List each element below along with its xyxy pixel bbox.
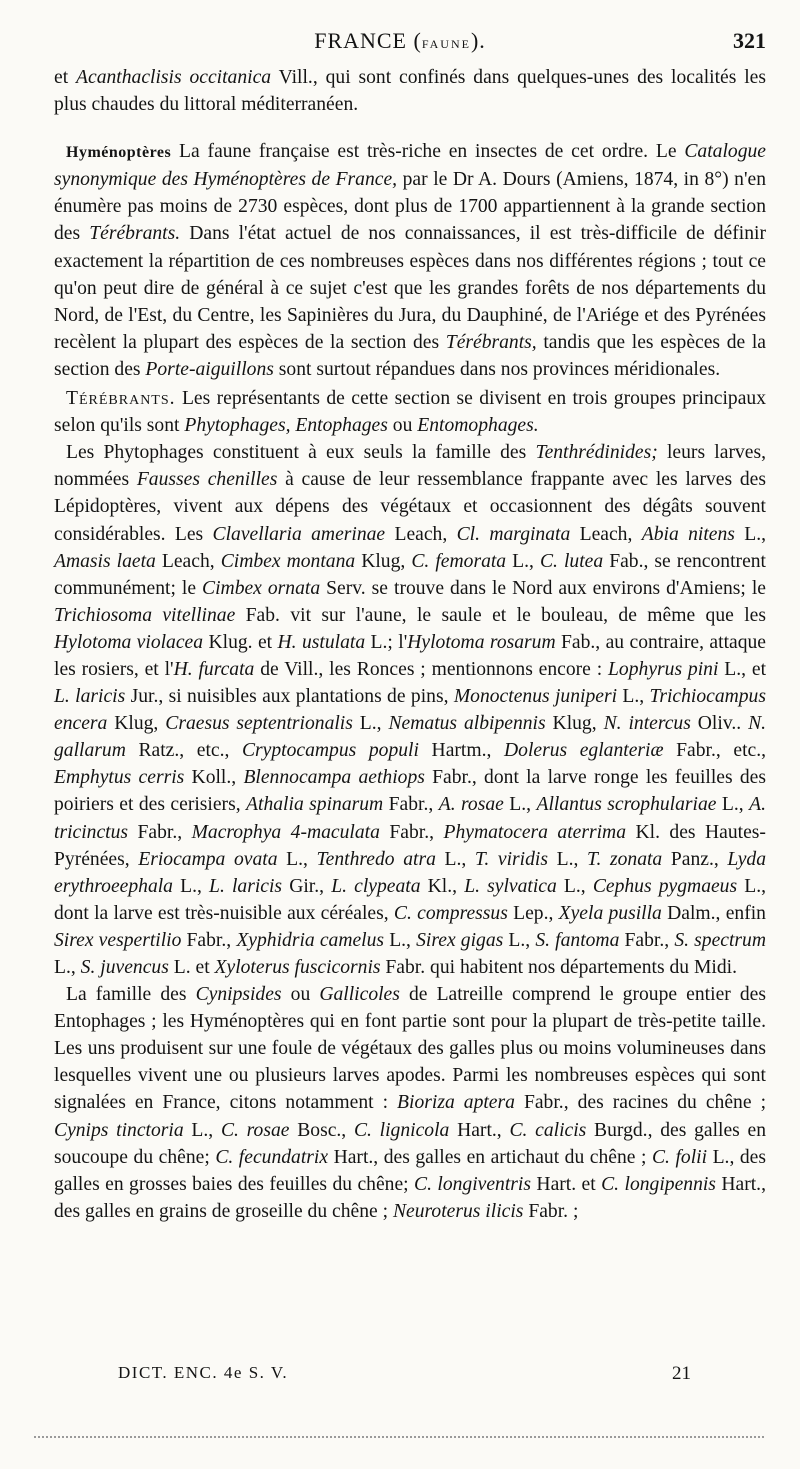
italic-run: Sirex vespertilio: [54, 929, 182, 951]
italic-run: N. intercus: [603, 713, 691, 735]
italic-run: Acanthaclisis occitanica: [76, 67, 272, 88]
text-run: L.; l': [365, 631, 408, 653]
signature-number: 21: [672, 1363, 691, 1384]
text-run: Kl.,: [420, 875, 465, 897]
italic-run: Térébrants.: [89, 223, 181, 245]
italic-run: Cynipsides: [195, 984, 282, 1006]
italic-run: L. clypeata: [331, 875, 421, 897]
text-run: Klug. et: [203, 631, 278, 653]
text-run: L.,: [277, 848, 317, 870]
text-run: L.,: [503, 794, 537, 816]
italic-run: Nematus albipennis: [388, 713, 546, 735]
body-text: [54, 64, 766, 1225]
italic-run: S. spectrum: [674, 929, 767, 951]
italic-run: L. laricis: [54, 686, 126, 708]
text-run: L.,: [54, 957, 81, 978]
italic-run: Cryptocampus populi: [241, 740, 419, 762]
text-run: Fabr.,: [128, 821, 192, 843]
italic-run: Xyela pusilla: [558, 902, 662, 924]
italic-run: Blennocampa aethiops: [243, 767, 425, 789]
italic-run: Cynips tinctoria: [54, 1119, 184, 1141]
paragraph-phytophages: [54, 439, 766, 981]
text-run: La faune française est très-riche en insectes de cet ordre. Le: [171, 141, 685, 163]
text-run: L.,: [547, 848, 587, 870]
text-run: par le Dr A. Dours (Amiens, 1874, in 8°) n'en énumère pas moins de 2730 espèces, dont plus de 1700 appartiennent à la grande section des: [54, 169, 766, 245]
italic-run: C. longipennis: [601, 1173, 716, 1195]
paragraph-hymenopteres: [54, 138, 766, 383]
italic-run: Xyloterus fuscicornis: [214, 957, 381, 978]
text-run: Hart., des galles en grains de groseille du chêne ;: [54, 1173, 766, 1222]
italic-run: S. fantoma: [535, 929, 620, 951]
text-run: Lep.,: [507, 902, 559, 924]
italic-run: C. lignicola: [353, 1119, 450, 1141]
text-run: Fabr., etc.,: [663, 740, 767, 762]
italic-run: Tenthrédinides;: [535, 442, 658, 464]
italic-run: C. rosae: [220, 1119, 290, 1141]
text-run: Koll.,: [184, 767, 244, 789]
text-run: Burgd., des galles en soucoupe du chêne;: [54, 1119, 767, 1168]
text-run: Leach,: [385, 523, 457, 545]
text-run: Hartm.,: [418, 740, 504, 762]
text-run: Fabr.,: [379, 821, 444, 843]
italic-run: Tenthredo atra: [316, 848, 436, 870]
italic-run: Emphytus cerris: [54, 767, 185, 789]
paragraph-continuation: [54, 64, 766, 118]
running-title-end: ).: [470, 28, 486, 53]
italic-run: H. ustulata: [277, 631, 366, 653]
italic-run: C. calicis: [509, 1119, 587, 1141]
text-run: L.,: [556, 875, 593, 897]
text-run: tandis que les espèces de la section des: [54, 331, 766, 380]
italic-run: Lophyrus pini: [608, 658, 719, 680]
italic-run: Allantus scrophulariae: [536, 794, 717, 816]
italic-run: Neuroterus ilicis: [392, 1200, 524, 1222]
text-run: L.,: [617, 686, 650, 708]
page-number: 321: [733, 28, 766, 53]
italic-run: C. longiventris: [414, 1173, 531, 1195]
text-run: Klug,: [545, 713, 604, 735]
text-run: L.,: [384, 929, 417, 951]
italic-run: L. sylvatica: [464, 875, 557, 897]
text-run: Fab., au contraire, attaque les rosiers, et l': [54, 631, 767, 680]
italic-run: Gallicoles: [319, 984, 400, 1006]
text-run: Gir.,: [282, 875, 332, 897]
text-run: Fab., se rencontrent communément; le: [54, 550, 767, 599]
text-run: ou: [281, 984, 320, 1006]
italic-run: T. viridis: [474, 848, 548, 870]
text-run: Fab. vit sur l'aune, le saule et le bouleau, de même que les: [235, 604, 766, 626]
italic-run: S. juvencus: [80, 957, 169, 978]
text-run: Serv. se trouve dans le Nord aux environs d'Amiens; le: [320, 577, 766, 599]
text-run: Kl. des Hautes-Pyrénées,: [54, 821, 766, 870]
italic-run: A. rosae: [438, 794, 504, 816]
italic-run: A. tricinctus: [54, 794, 767, 843]
text-run: L., et: [718, 658, 767, 680]
italic-run: Cimbex montana: [220, 550, 356, 572]
printer-signature: DICT. ENC. 4e S. V.: [118, 1363, 289, 1382]
italic-run: Clavellaria amerinae: [212, 523, 386, 545]
italic-run: Abia nitens: [641, 523, 735, 545]
text-run: L., dont la larve est très-nuisible aux céréales,: [54, 875, 767, 924]
italic-run: Cephus pygmaeus: [592, 875, 738, 897]
italic-run: Bioriza aptera: [397, 1092, 515, 1114]
text-run: Dalm., enfin: [661, 902, 766, 924]
text-run: Fabr.,: [181, 929, 237, 951]
lead-word: Hyménoptères: [66, 144, 172, 162]
italic-run: Cimbex ornata: [202, 577, 321, 599]
italic-run: Macrophya 4-maculata: [191, 821, 380, 843]
text-run: Leach,: [570, 523, 642, 545]
italic-run: Xyphidria camelus: [236, 929, 385, 951]
italic-run: T. zonata: [587, 848, 663, 870]
text-run: L.,: [183, 1119, 221, 1141]
text-run: Fabr., dont la larve ronge les feuilles des poiriers et des cerisiers,: [54, 767, 766, 816]
italic-run: C. folii: [651, 1146, 708, 1168]
italic-run: Eriocampa ovata: [138, 848, 278, 870]
text-run: Klug,: [107, 713, 166, 735]
italic-run: Térébrants,: [445, 331, 537, 353]
text-run: L.,: [172, 875, 210, 897]
text-run: Fabr., des racines du chêne ;: [514, 1092, 767, 1114]
italic-run: Hylotoma rosarum: [407, 631, 556, 653]
italic-run: N. gallarum: [54, 713, 767, 762]
text-run: Vill., qui sont confinés dans quelques-unes des localités les plus chaudes du littoral méditerranéen.: [54, 67, 766, 116]
italic-run: Monoctenus juniperi: [453, 686, 618, 708]
text-run: Hart., des galles en artichaut du chêne ;: [328, 1146, 652, 1168]
text-run: Oliv..: [690, 713, 749, 735]
italic-run: Porte-aiguillons: [145, 358, 274, 380]
running-title-smallcaps: faune: [421, 33, 471, 52]
italic-run: Trichiocampus encera: [54, 686, 766, 735]
text-run: Bosc.,: [289, 1119, 354, 1141]
text-run: Hart. et: [531, 1173, 602, 1195]
italic-run: H. furcata: [173, 658, 255, 680]
text-run: Ratz., etc.,: [125, 740, 242, 762]
text-run: Fabr. qui habitent nos départements du Midi.: [380, 957, 737, 978]
italic-run: Amasis laeta: [54, 550, 156, 572]
text-run: L.,: [352, 713, 389, 735]
italic-run: Trichiosoma vitellinae: [54, 604, 236, 626]
italic-run: Catalogue synonymique des Hyménoptères de France,: [54, 141, 766, 191]
italic-run: L. laricis: [209, 875, 283, 897]
text-run: Les représentants de cette section se divisent en trois groupes principaux selon qu'ils sont: [54, 388, 766, 437]
text-run: Hart.,: [449, 1119, 510, 1141]
italic-run: Cl. marginata: [456, 523, 571, 545]
italic-run: Fausses chenilles: [136, 469, 278, 491]
text-run: Panz.,: [662, 848, 728, 870]
italic-run: Entomophages.: [417, 415, 539, 437]
text-run: L.,: [734, 523, 767, 545]
italic-run: C. compressus: [393, 902, 508, 924]
italic-run: C. fecundatrix: [215, 1146, 329, 1168]
italic-run: Athalia spinarum: [246, 794, 384, 816]
text-run: Les Phytophages constituent à eux seuls la famille des: [66, 442, 536, 464]
italic-run: Dolerus eglanteriæ: [504, 740, 664, 762]
text-run: de Latreille comprend le groupe entier des Entophages ; les Hyménoptères qui en font partie sont pour la plupart de très-petite taille. Les uns produisent sur une foule de végétaux des galles plus ou moins volumineuses dans lesquelles vivent une ou plusieurs larves apodes. Parmi les nombreuses espèces qui sont signalées en France, citons notamment :: [54, 984, 766, 1114]
italic-run: Phymatocera aterrima: [443, 821, 626, 843]
page-footer: [0, 1363, 800, 1391]
running-title: [0, 28, 800, 54]
text-run: et: [54, 67, 77, 88]
paragraph-terebrants: [54, 385, 766, 439]
text-run: leurs larves, nommées: [54, 442, 766, 491]
paragraph-cynipsides: [54, 981, 766, 1225]
text-run: Fabr. ;: [523, 1200, 579, 1222]
text-run: L.,: [435, 848, 475, 870]
text-run: Leach,: [155, 550, 221, 572]
italic-run: Hylotoma violacea: [54, 631, 204, 653]
text-run: Jur., si nuisibles aux plantations de pins,: [125, 686, 454, 708]
italic-run: Phytophages, Entophages: [184, 415, 388, 437]
lead-word: Térébrants.: [66, 388, 176, 410]
text-run: L., des galles en grosses baies des feuilles du chêne;: [54, 1146, 766, 1195]
text-run: L.,: [716, 794, 750, 816]
running-title-main: FRANCE (: [314, 28, 422, 53]
text-run: de Vill., les Ronces ; mentionnons encore :: [254, 658, 609, 680]
italic-run: Craesus septentrionalis: [165, 713, 353, 735]
italic-run: C. lutea: [539, 550, 604, 572]
text-run: Dans l'état actuel de nos connaissances, il est très-difficile de définir exactement la répartition de ces nombreuses espèces dans nos différentes régions ; tout ce qu'on peut dire de général à ce sujet c'est que les grandes forêts de nos départements du Nord, de l'Est, du Centre, les Sapinières du Jura, du Dauphiné, de l'Ariége et des Pyrénées recèlent la plupart des espèces de la section des: [54, 223, 766, 353]
dotted-rule: [34, 1436, 764, 1438]
text-run: L. et: [168, 957, 215, 978]
running-header: [0, 28, 800, 58]
text-run: à cause de leur ressemblance frappante avec les larves des Lépidoptères, vivent aux dépens des végétaux et occasionnent des dégâts souvent considérables. Les: [54, 469, 766, 545]
text-run: La famille des: [66, 984, 196, 1006]
text-run: sont surtout répandues dans nos provinces méridionales.: [273, 358, 721, 380]
text-run: Fabr.,: [619, 929, 675, 951]
text-run: Klug,: [355, 550, 412, 572]
text-run: L.,: [506, 550, 540, 572]
text-run: ou: [387, 415, 418, 437]
italic-run: Sirex gigas: [416, 929, 504, 951]
text-run: Fabr.,: [383, 794, 439, 816]
italic-run: Lyda erythroeephala: [54, 848, 766, 897]
text-run: L.,: [503, 929, 536, 951]
italic-run: C. femorata: [411, 550, 507, 572]
